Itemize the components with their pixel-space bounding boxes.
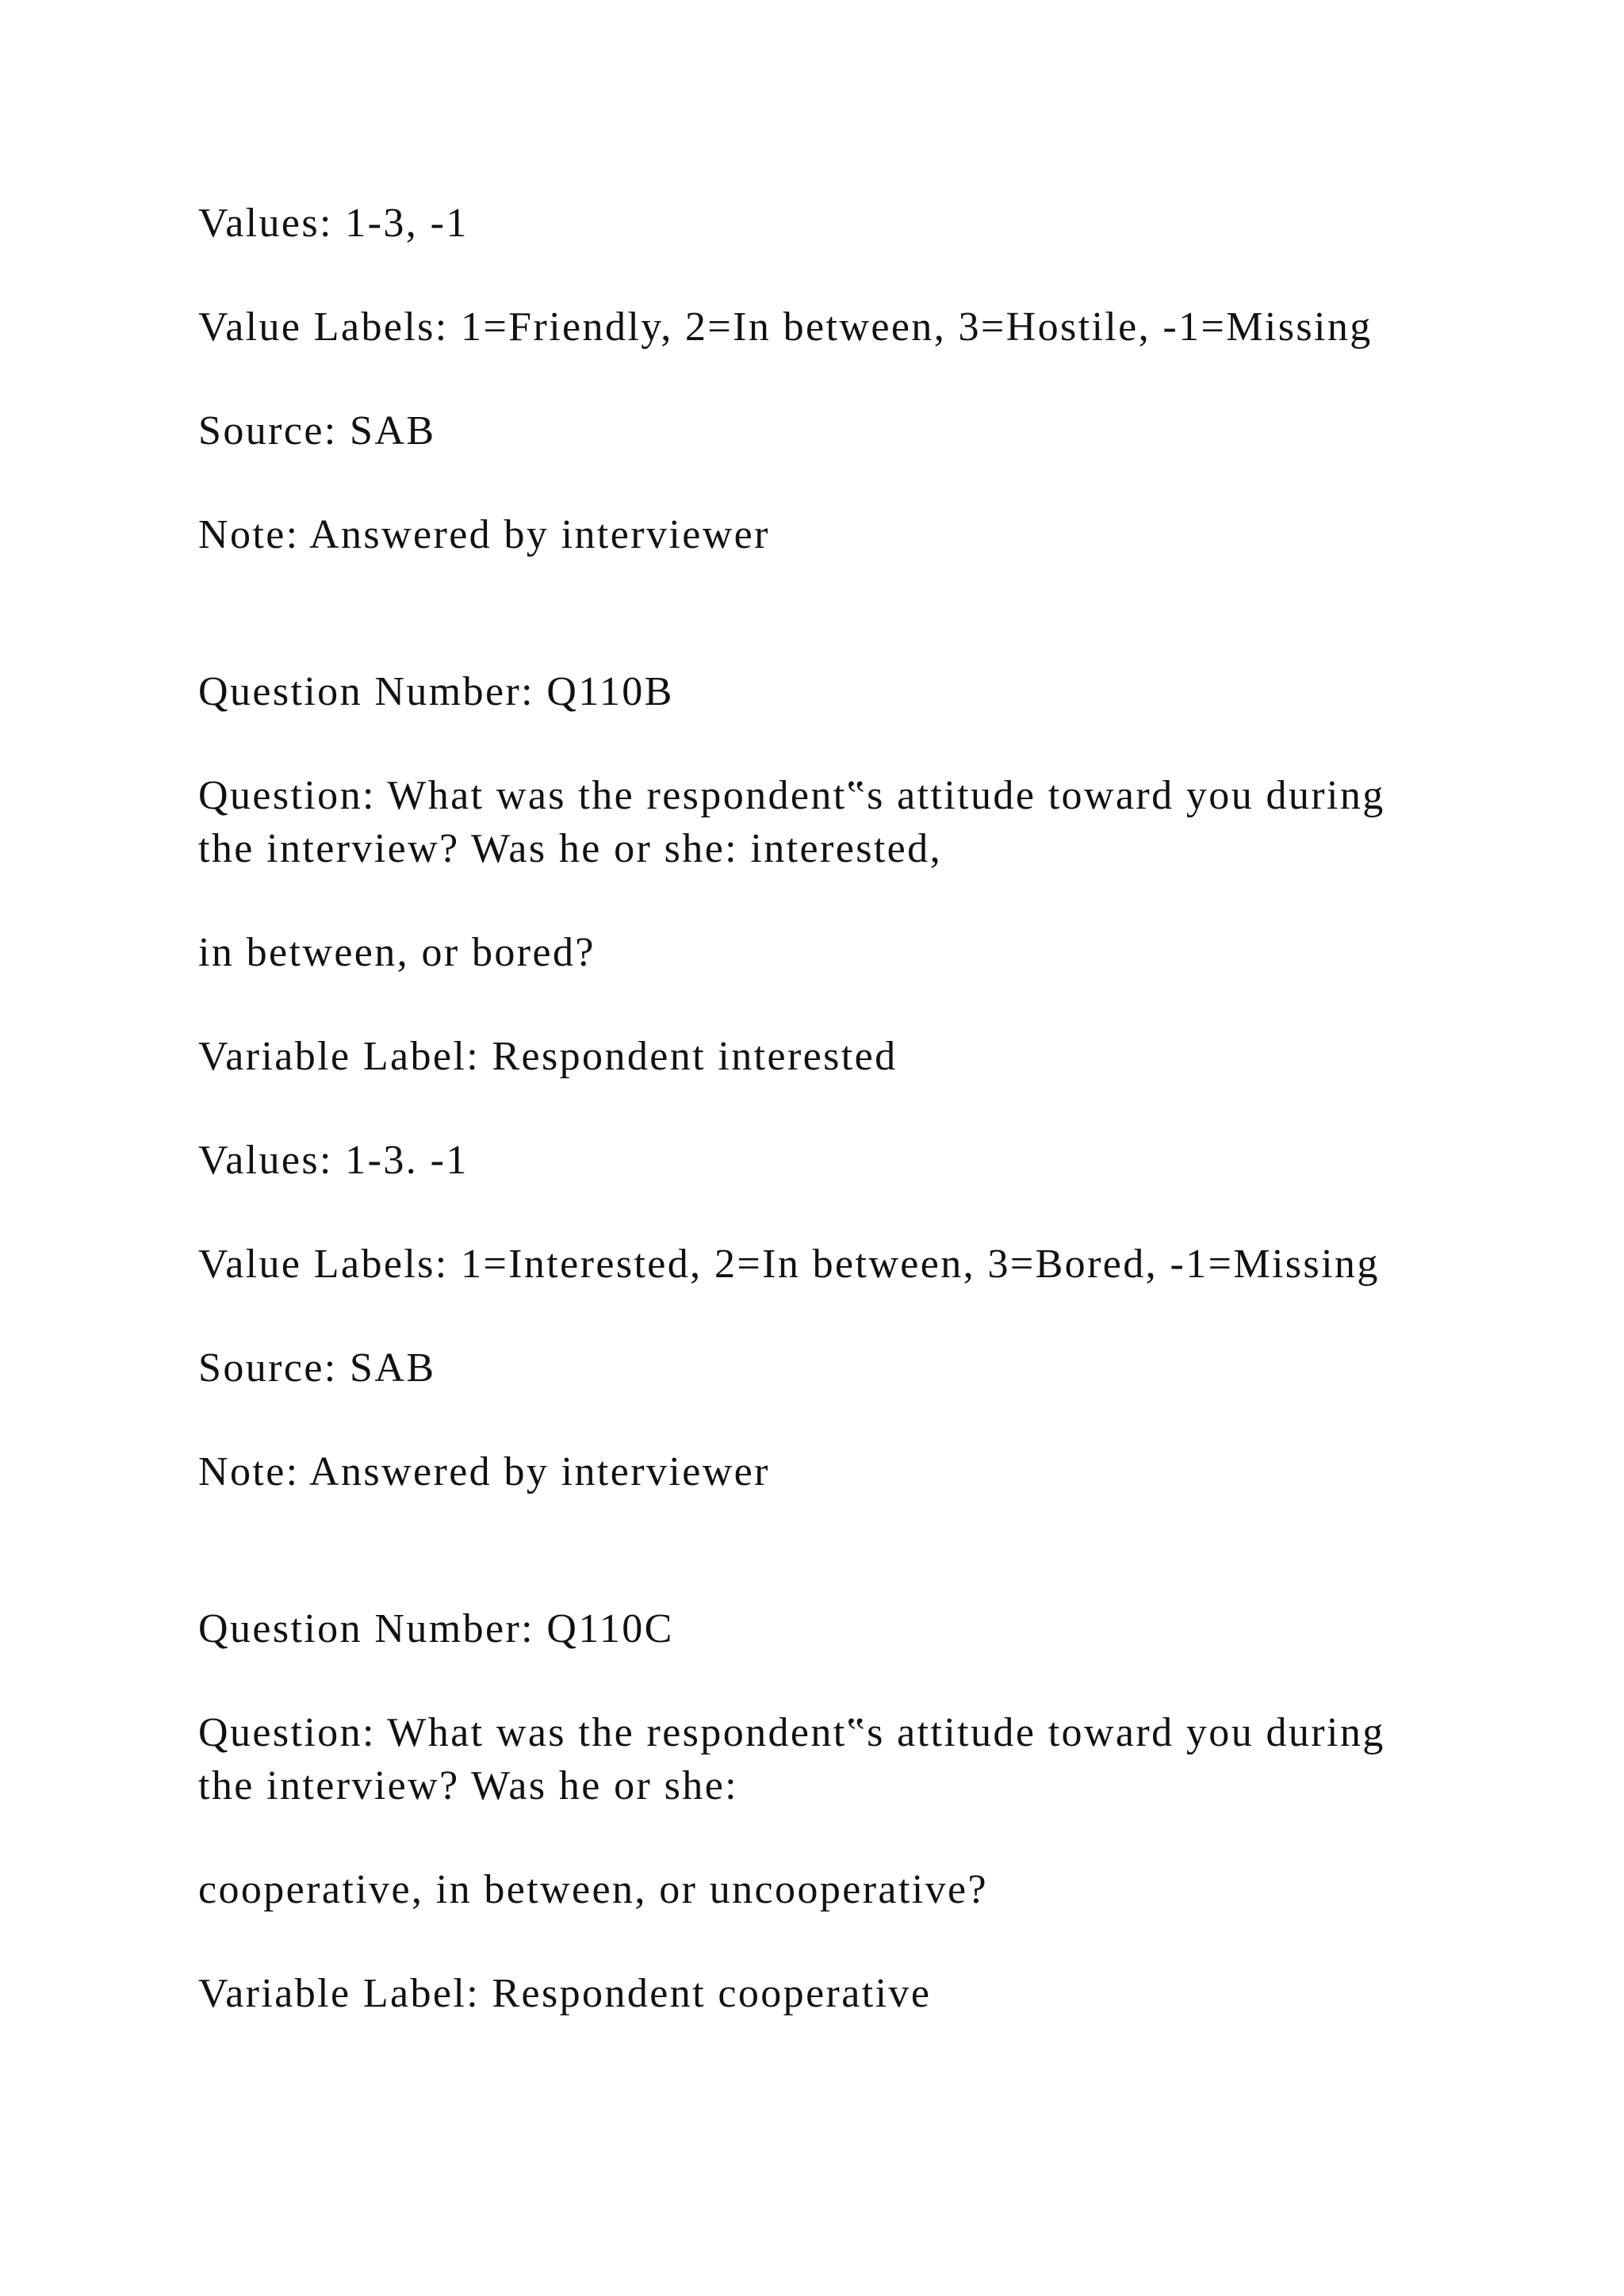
- source-line: Source: SAB: [198, 408, 436, 453]
- values-line: Values: 1-3, -1: [198, 201, 469, 246]
- values-line: Values: 1-3. -1: [198, 1138, 469, 1183]
- question-line-continued: the interview? Was he or she: interested,: [198, 826, 942, 871]
- variable-label-line: Variable Label: Respondent interested: [198, 1034, 898, 1079]
- question-line: Question: What was the respondent‟s attitude toward you during: [198, 773, 1385, 818]
- question-number-line: Question Number: Q110B: [198, 669, 674, 714]
- value-labels-line: Value Labels: 1=Interested, 2=In between, 3=Bored, -1=Missing: [198, 1242, 1380, 1287]
- variable-label-line: Variable Label: Respondent cooperative: [198, 1971, 932, 2016]
- question-number-line: Question Number: Q110C: [198, 1606, 674, 1651]
- question-line-continued: the interview? Was he or she:: [198, 1763, 739, 1808]
- note-line: Note: Answered by interviewer: [198, 1449, 770, 1494]
- question-line: Question: What was the respondent‟s attitude toward you during: [198, 1710, 1385, 1755]
- source-line: Source: SAB: [198, 1345, 436, 1391]
- note-line: Note: Answered by interviewer: [198, 512, 770, 557]
- question-line-continued: in between, or bored?: [198, 930, 596, 975]
- value-labels-line: Value Labels: 1=Friendly, 2=In between, 3=Hostile, -1=Missing: [198, 304, 1373, 350]
- question-line-continued: cooperative, in between, or uncooperative?: [198, 1867, 988, 1912]
